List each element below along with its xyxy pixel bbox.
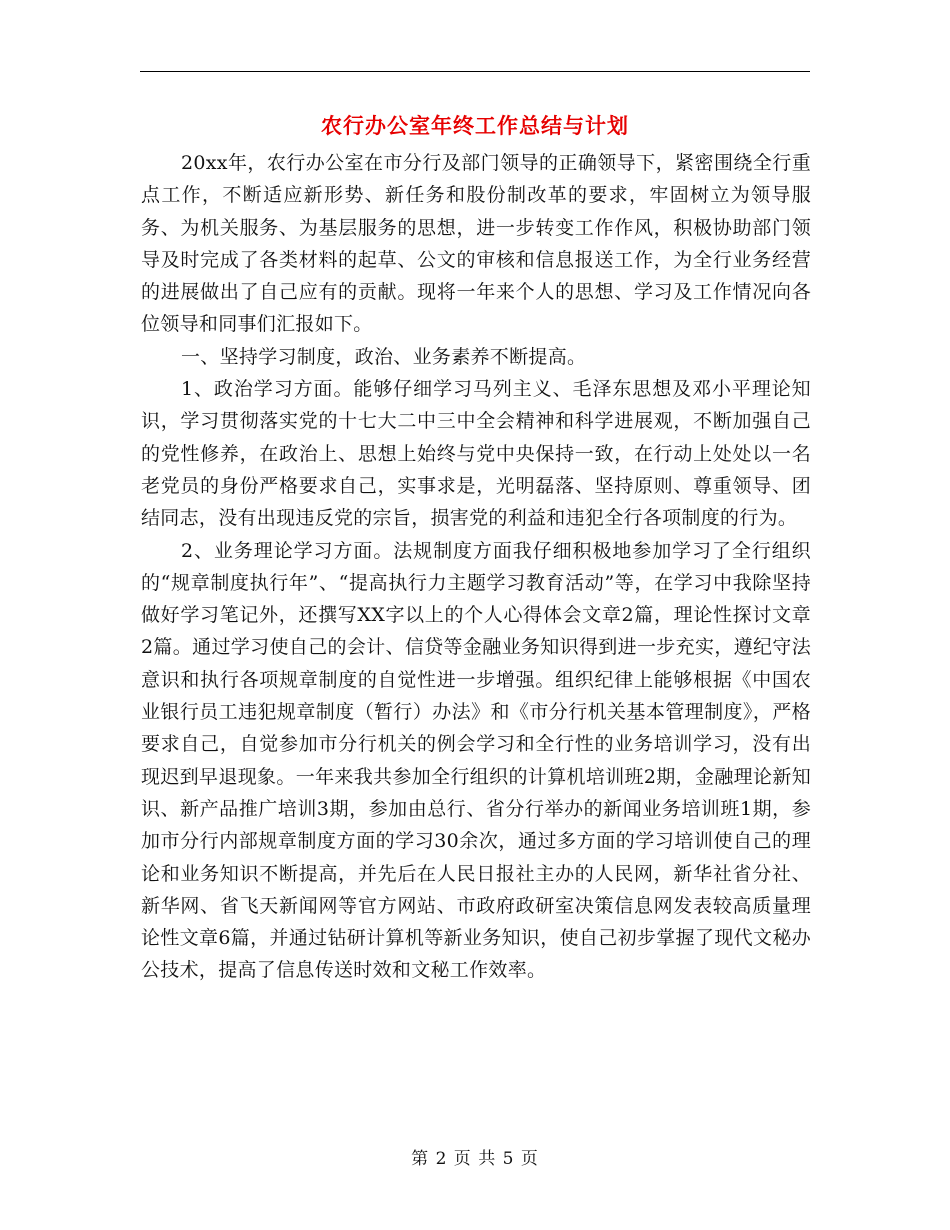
- paragraph-political-study: 1、政治学习方面。能够仔细学习马列主义、毛泽东思想及邓小平理论知识，学习贯彻落实党的十七大二中三中全会精神和科学进展观，不断加强自己的党性修养，在政治上、思想上始终与党中央保持一致，在行动上处处以一名老党员的身份严格要求自己，实事求是，光明磊落、坚持原则、尊重领导、团结同志，没有出现违反党的宗旨，损害党的利益和违犯全行各项制度的行为。: [141, 378, 811, 530]
- page-footer: 第 2 页 共 5 页: [411, 1149, 539, 1169]
- paragraph-business-study: 2、业务理论学习方面。法规制度方面我仔细积极地参加学习了全行组织的“规章制度执行年”、“提高执行力主题学习教育活动”等，在学习中我除坚持做好学习笔记外，还撰写XX字以上的个人心得体会文章2篇，理论性探讨文章2篇。通过学习使自己的会计、信贷等金融业务知识得到进一步充实，遵纪守法意识和执行各项规章制度的自觉性进一步增强。组织纪律上能够根据《中国农业银行员工违犯规章制度（暂行）办法》和《市分行机关基本管理制度》，严格要求自己，自觉参加市分行机关的例会学习和全行性的业务培训学习，没有出现迟到早退现象。一年来我共参加全行组织的计算机培训班2期，金融理论新知识、新产品推广培训3期，参加由总行、省分行举办的新闻业务培训班1期，参加市分行内部规章制度方面的学习30余次，通过多方面的学习培训使自己的理论和业务知识不断提高，并先后在人民日报社主办的人民网，新华社省分社、新华网、省飞天新闻网等官方网站、市政府政研室决策信息网发表较高质量理论性文章6篇，并通过钻研计算机等新业务知识，使自己初步掌握了现代文秘办公技术，提高了信息传送时效和文秘工作效率。: [141, 539, 811, 982]
- paragraph-section-heading: 一、坚持学习制度，政治、业务素养不断提高。: [181, 345, 587, 368]
- paragraph-intro: 20xx年，农行办公室在市分行及部门领导的正确领导下，紧密围绕全行重点工作，不断适应新形势、新任务和股份制改革的要求，牢固树立为领导服务、为机关服务、为基层服务的思想，进一步转变工作作风，积极协助部门领导及时完成了各类材料的起草、公文的审核和信息报送工作，为全行业务经营的进展做出了自己应有的贡献。现将一年来个人的思想、学习及工作情况向各位领导和同事们汇报如下。: [141, 152, 811, 336]
- header-rule: [140, 71, 810, 72]
- document-title: 农行办公室年终工作总结与计划: [321, 114, 629, 138]
- document-body: [141, 147, 811, 987]
